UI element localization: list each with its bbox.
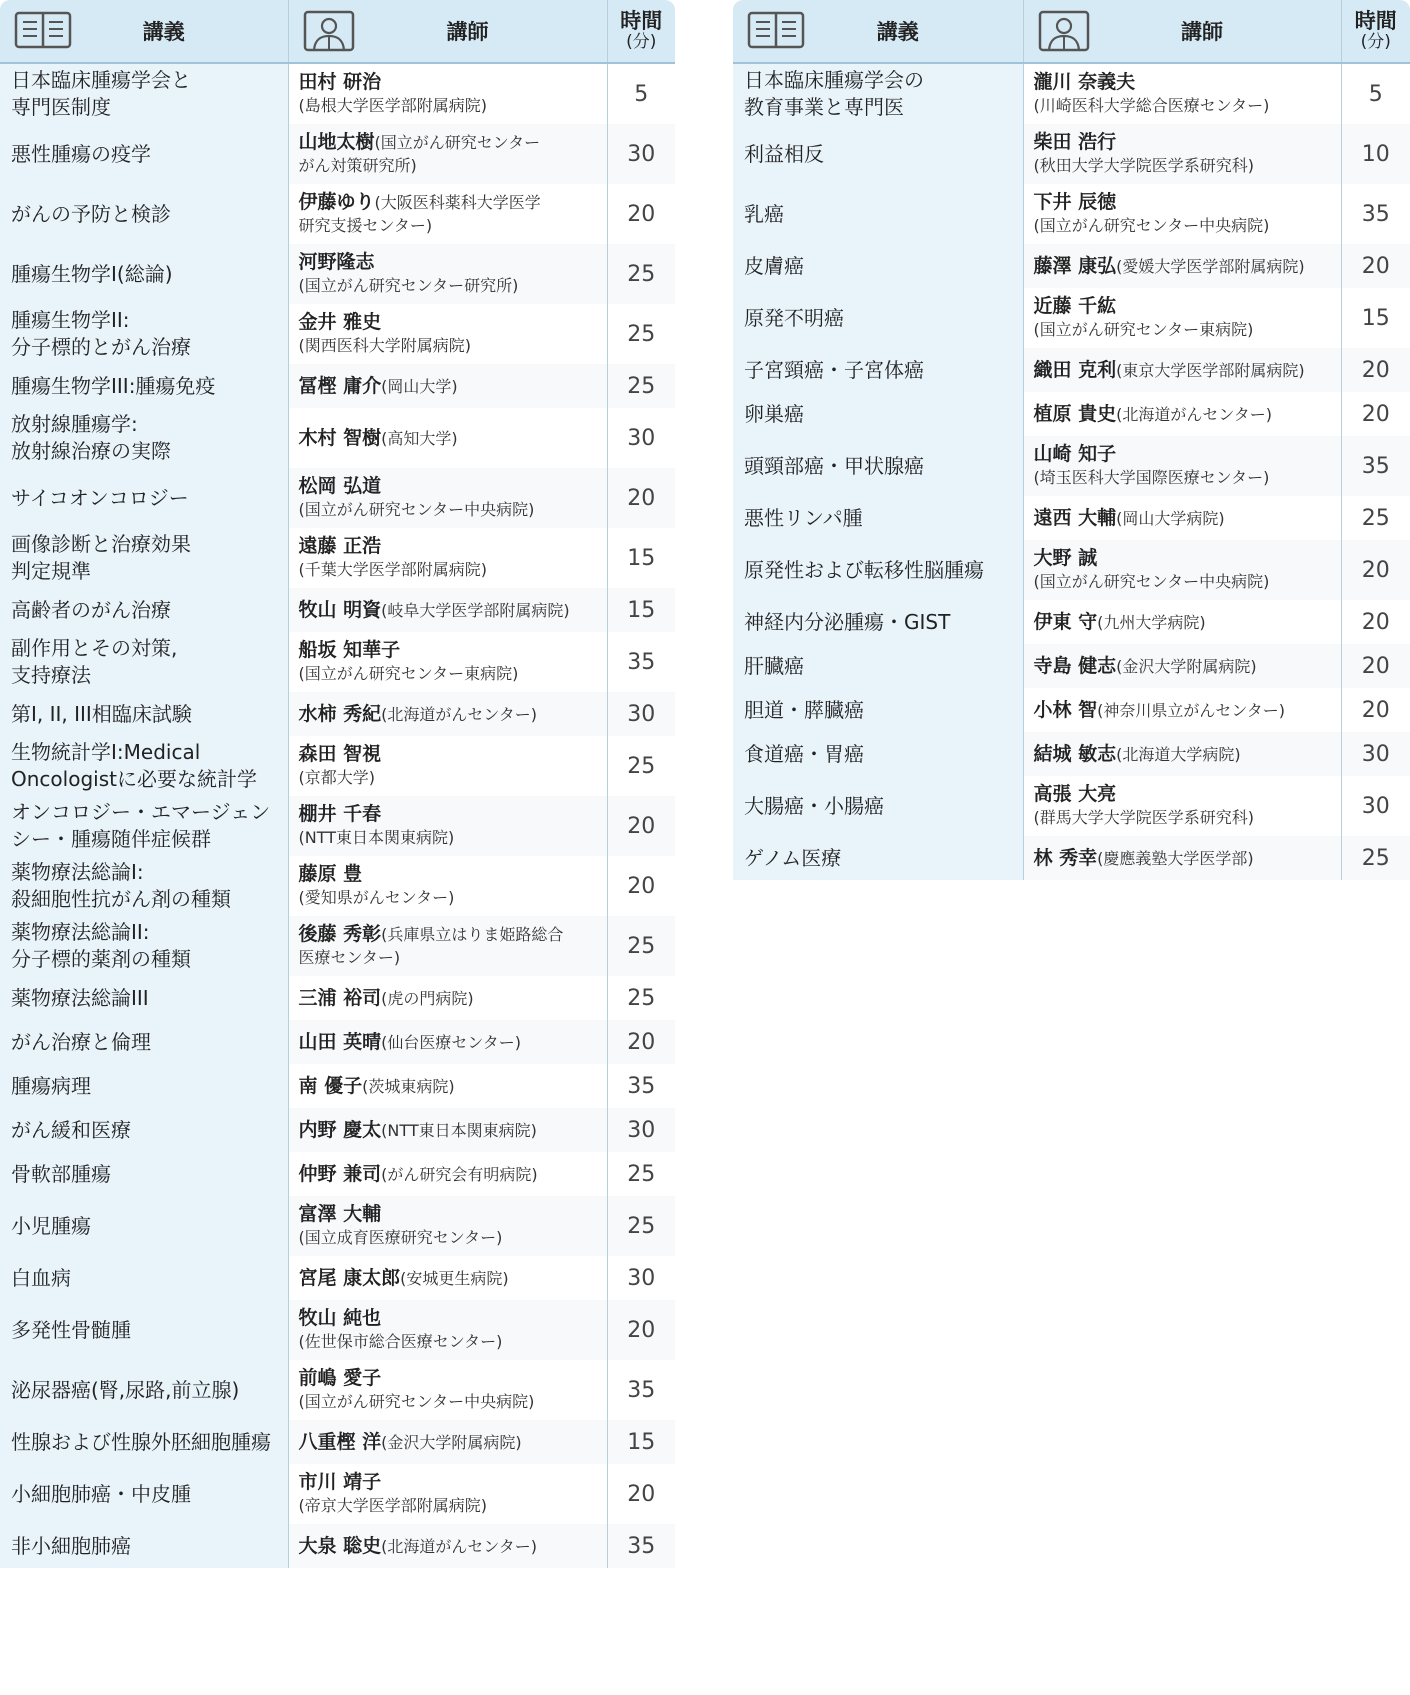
instructor-name: 松岡 弘道 xyxy=(298,475,382,497)
table-row xyxy=(733,496,1410,540)
duration-minutes: 30 xyxy=(607,408,675,468)
lecture-title: 原発性および転移性脳腫瘍 xyxy=(733,540,1023,600)
person-icon xyxy=(1038,10,1090,57)
instructor-name: 藤澤 康弘 xyxy=(1033,254,1117,277)
instructor-header xyxy=(288,0,607,63)
instructor-name: 山崎 知子 xyxy=(1033,443,1117,465)
instructor-cell xyxy=(1023,836,1341,880)
duration-minutes: 25 xyxy=(607,736,675,796)
instructor-affiliation: (群馬大学大学院医学系研究科) xyxy=(1033,808,1254,827)
table-row xyxy=(0,916,675,976)
duration-minutes: 20 xyxy=(607,468,675,528)
instructor-cell xyxy=(288,408,607,468)
instructor-name: 下井 辰徳 xyxy=(1033,191,1117,213)
lecture-title: 大腸癌・小腸癌 xyxy=(733,776,1023,836)
duration-minutes: 20 xyxy=(607,1020,675,1064)
time-unit-label: (分) xyxy=(1360,32,1391,53)
lecture-title: 肝臓癌 xyxy=(733,644,1023,688)
instructor-name: 伊東 守 xyxy=(1033,610,1098,633)
table-row xyxy=(0,632,675,692)
lecture-title: がん治療と倫理 xyxy=(0,1020,288,1064)
table-row xyxy=(0,736,675,796)
instructor-name: 八重樫 洋 xyxy=(298,1430,382,1453)
table-row xyxy=(0,124,675,184)
instructor-name: 近藤 千紘 xyxy=(1033,295,1117,317)
lecture-title: 食道癌・胃癌 xyxy=(733,732,1023,776)
instructor-name: 船坂 知華子 xyxy=(298,639,401,661)
duration-minutes: 15 xyxy=(607,1420,675,1464)
table-row xyxy=(733,836,1410,880)
lecture-title: 腫瘍生物学II: 分子標的とがん治療 xyxy=(0,304,288,364)
instructor-name: 富澤 大輔 xyxy=(298,1203,382,1225)
instructor-name: 金井 雅史 xyxy=(298,311,382,333)
instructor-cell xyxy=(288,63,607,124)
lecture-title: 骨軟部腫瘍 xyxy=(0,1152,288,1196)
instructor-affiliation: (国立がん研究センター東病院) xyxy=(1033,320,1254,339)
duration-minutes: 10 xyxy=(1341,124,1410,184)
instructor-affiliation: (埼玉医科大学国際医療センター) xyxy=(1033,468,1270,487)
instructor-cell xyxy=(288,304,607,364)
instructor-affiliation: (国立成育医療研究センター) xyxy=(298,1228,503,1247)
instructor-cell xyxy=(288,796,607,856)
instructor-cell xyxy=(288,976,607,1020)
table-row xyxy=(0,63,675,124)
duration-minutes: 30 xyxy=(607,124,675,184)
instructor-cell xyxy=(288,124,607,184)
instructor-affiliation: (北海道がんセンター) xyxy=(381,704,537,724)
instructor-cell xyxy=(1023,688,1341,732)
table-row xyxy=(733,244,1410,288)
duration-minutes: 20 xyxy=(1341,644,1410,688)
duration-minutes: 25 xyxy=(607,244,675,304)
instructor-name: 田村 研治 xyxy=(298,71,382,93)
table-row xyxy=(733,124,1410,184)
lecture-title: 第I, II, III相臨床試験 xyxy=(0,692,288,736)
instructor-name: 山田 英晴 xyxy=(298,1030,382,1053)
table-row xyxy=(0,1300,675,1360)
duration-minutes: 25 xyxy=(607,976,675,1020)
instructor-cell xyxy=(288,1064,607,1108)
instructor-cell xyxy=(1023,540,1341,600)
duration-minutes: 20 xyxy=(1341,540,1410,600)
time-header xyxy=(1341,0,1410,63)
instructor-affiliation: (北海道がんセンター) xyxy=(1116,404,1272,424)
instructor-name: 牧山 明資 xyxy=(298,598,382,621)
instructor-affiliation: (岐阜大学医学部附属病院) xyxy=(381,600,570,620)
instructor-affiliation: (東京大学医学部附属病院) xyxy=(1116,360,1305,380)
instructor-cell xyxy=(1023,600,1341,644)
instructor-name: 南 優子 xyxy=(298,1074,363,1097)
instructor-affiliation: (虎の門病院) xyxy=(381,988,474,1008)
instructor-cell xyxy=(1023,184,1341,244)
duration-minutes: 30 xyxy=(607,692,675,736)
time-header-label: 時間 xyxy=(620,9,663,34)
lecture-title: 生物統計学I:Medical Oncologistに必要な統計学 xyxy=(0,736,288,796)
instructor-name: 瀧川 奈義夫 xyxy=(1033,71,1136,93)
instructor-cell xyxy=(288,528,607,588)
duration-minutes: 20 xyxy=(1341,392,1410,436)
instructor-affiliation: (国立がん研究センター中央病院) xyxy=(1033,572,1270,591)
time-header xyxy=(607,0,675,63)
table-row xyxy=(733,184,1410,244)
instructor-name: 森田 智視 xyxy=(298,743,382,765)
table-row xyxy=(0,1420,675,1464)
book-icon xyxy=(14,10,72,55)
lecture-title: 子宮頸癌・子宮体癌 xyxy=(733,348,1023,392)
duration-minutes: 35 xyxy=(607,1064,675,1108)
duration-minutes: 20 xyxy=(607,1464,675,1524)
lecture-header xyxy=(0,0,288,63)
instructor-cell xyxy=(288,856,607,916)
instructor-affiliation: (金沢大学附属病院) xyxy=(381,1432,522,1452)
instructor-name: 織田 克利 xyxy=(1033,358,1117,381)
lecture-title: 非小細胞肺癌 xyxy=(0,1524,288,1568)
time-header-label: 時間 xyxy=(1354,9,1397,34)
lecture-title: 多発性骨髄腫 xyxy=(0,1300,288,1360)
table-row xyxy=(0,1064,675,1108)
instructor-cell xyxy=(288,632,607,692)
instructor-cell xyxy=(288,1420,607,1464)
duration-minutes: 35 xyxy=(1341,436,1410,496)
instructor-name: 山地太樹 xyxy=(298,131,375,153)
duration-minutes: 15 xyxy=(607,588,675,632)
lecture-title: 悪性腫瘍の疫学 xyxy=(0,124,288,184)
lecture-title: 日本臨床腫瘍学会と 専門医制度 xyxy=(0,63,288,124)
instructor-affiliation: (兵庫県立はりま姫路総合 医療センター) xyxy=(298,925,564,967)
instructor-cell xyxy=(1023,288,1341,348)
table-row xyxy=(0,588,675,632)
instructor-name: 河野隆志 xyxy=(298,251,375,273)
lecture-title: 頭頸部癌・甲状腺癌 xyxy=(733,436,1023,496)
lecture-title: 利益相反 xyxy=(733,124,1023,184)
instructor-cell xyxy=(1023,776,1341,836)
instructor-affiliation: (金沢大学附属病院) xyxy=(1116,656,1257,676)
table-row xyxy=(733,540,1410,600)
instructor-affiliation: (神奈川県立がんセンター) xyxy=(1097,700,1285,720)
lecture-table-left xyxy=(0,0,675,1568)
duration-minutes: 25 xyxy=(607,304,675,364)
instructor-cell xyxy=(1023,732,1341,776)
instructor-affiliation: (北海道大学病院) xyxy=(1116,744,1241,764)
duration-minutes: 20 xyxy=(607,1300,675,1360)
table-row xyxy=(733,732,1410,776)
instructor-name: 後藤 秀彰 xyxy=(298,923,382,945)
instructor-affiliation: (帝京大学医学部附属病院) xyxy=(298,1496,487,1515)
instructor-name: 内野 慶太 xyxy=(298,1118,382,1141)
instructor-affiliation: (国立がん研究センター がん対策研究所) xyxy=(298,133,541,175)
duration-minutes: 20 xyxy=(1341,688,1410,732)
duration-minutes: 35 xyxy=(1341,184,1410,244)
instructor-affiliation: (北海道がんセンター) xyxy=(381,1536,537,1556)
instructor-affiliation: (国立がん研究センター中央病院) xyxy=(298,500,535,519)
lecture-title: 白血病 xyxy=(0,1256,288,1300)
instructor-affiliation: (秋田大学大学院医学系研究科) xyxy=(1033,156,1254,175)
instructor-affiliation: (愛知県がんセンター) xyxy=(298,888,455,907)
instructor-affiliation: (茨城東病院) xyxy=(362,1076,455,1096)
instructor-affiliation: (NTT東日本関東病院) xyxy=(298,828,455,847)
instructor-affiliation: (NTT東日本関東病院) xyxy=(381,1120,537,1140)
instructor-cell xyxy=(288,1524,607,1568)
instructor-name: 冨樫 庸介 xyxy=(298,374,382,397)
table-row xyxy=(0,1464,675,1524)
instructor-affiliation: (高知大学) xyxy=(381,428,458,448)
lecture-title: 高齢者のがん治療 xyxy=(0,588,288,632)
instructor-name: 林 秀幸 xyxy=(1033,846,1098,869)
duration-minutes: 25 xyxy=(607,1196,675,1256)
instructor-name: 宮尾 康太郎 xyxy=(298,1266,401,1289)
instructor-affiliation: (京都大学) xyxy=(298,768,375,787)
instructor-affiliation: (仙台医療センター) xyxy=(381,1032,521,1052)
instructor-cell xyxy=(1023,496,1341,540)
duration-minutes: 20 xyxy=(607,856,675,916)
lecture-table-right xyxy=(733,0,1410,880)
instructor-name: 大野 誠 xyxy=(1033,547,1098,569)
instructor-cell xyxy=(288,1256,607,1300)
lecture-title: 性腺および性腺外胚細胞腫瘍 xyxy=(0,1420,288,1464)
lecture-title: 小細胞肺癌・中皮腫 xyxy=(0,1464,288,1524)
person-icon xyxy=(303,10,355,57)
instructor-affiliation: (島根大学医学部附属病院) xyxy=(298,96,487,115)
instructor-name: 木村 智樹 xyxy=(298,426,382,449)
instructor-cell xyxy=(1023,63,1341,124)
lecture-title: 腫瘍病理 xyxy=(0,1064,288,1108)
instructor-cell xyxy=(288,1020,607,1064)
instructor-cell xyxy=(288,916,607,976)
table-row xyxy=(733,644,1410,688)
table-row xyxy=(0,796,675,856)
instructor-name: 市川 靖子 xyxy=(298,1471,382,1493)
instructor-name: 棚井 千春 xyxy=(298,803,382,825)
duration-minutes: 25 xyxy=(607,364,675,408)
instructor-cell xyxy=(288,736,607,796)
duration-minutes: 20 xyxy=(1341,348,1410,392)
lecture-title: 薬物療法総論II: 分子標的薬剤の種類 xyxy=(0,916,288,976)
instructor-affiliation: (川崎医科大学総合医療センター) xyxy=(1033,96,1270,115)
lecture-title: 乳癌 xyxy=(733,184,1023,244)
instructor-header-label: 講師 xyxy=(1181,20,1223,44)
instructor-affiliation: (九州大学病院) xyxy=(1097,612,1206,632)
table-row xyxy=(0,976,675,1020)
table-row xyxy=(0,528,675,588)
instructor-name: 伊藤ゆり xyxy=(298,191,375,213)
lecture-title: 薬物療法総論I: 殺細胞性抗がん剤の種類 xyxy=(0,856,288,916)
instructor-name: 三浦 裕司 xyxy=(298,986,382,1009)
lecture-title: 原発不明癌 xyxy=(733,288,1023,348)
instructor-affiliation: (岡山大学) xyxy=(381,376,458,396)
instructor-affiliation: (国立がん研究センター中央病院) xyxy=(1033,216,1270,235)
duration-minutes: 35 xyxy=(607,632,675,692)
table-row xyxy=(0,184,675,244)
instructor-affiliation: (愛媛大学医学部附属病院) xyxy=(1116,256,1305,276)
duration-minutes: 35 xyxy=(607,1360,675,1420)
table-row xyxy=(733,776,1410,836)
table-row xyxy=(0,1020,675,1064)
instructor-affiliation: (がん研究会有明病院) xyxy=(381,1164,538,1184)
instructor-affiliation: (千葉大学医学部附属病院) xyxy=(298,560,487,579)
lecture-title: 画像診断と治療効果 判定規準 xyxy=(0,528,288,588)
instructor-name: 水柿 秀紀 xyxy=(298,702,382,725)
table-row xyxy=(0,1196,675,1256)
lecture-header xyxy=(733,0,1023,63)
instructor-cell xyxy=(1023,348,1341,392)
lecture-header-label: 講義 xyxy=(876,20,919,44)
instructor-name: 藤原 豊 xyxy=(298,863,363,885)
duration-minutes: 25 xyxy=(607,1152,675,1196)
instructor-cell xyxy=(288,588,607,632)
table-row xyxy=(733,436,1410,496)
time-unit-label: (分) xyxy=(626,32,657,53)
instructor-affiliation: (国立がん研究センター研究所) xyxy=(298,276,519,295)
table-row xyxy=(0,1256,675,1300)
lecture-title: 小児腫瘍 xyxy=(0,1196,288,1256)
duration-minutes: 30 xyxy=(1341,776,1410,836)
table-row xyxy=(0,364,675,408)
table-row xyxy=(733,288,1410,348)
duration-minutes: 30 xyxy=(1341,732,1410,776)
table-row xyxy=(0,692,675,736)
lecture-title: 副作用とその対策, 支持療法 xyxy=(0,632,288,692)
duration-minutes: 25 xyxy=(1341,836,1410,880)
instructor-affiliation: (安城更生病院) xyxy=(400,1268,509,1288)
table-row xyxy=(733,688,1410,732)
table-row xyxy=(733,348,1410,392)
table-row xyxy=(0,1360,675,1420)
lecture-title: 胆道・膵臓癌 xyxy=(733,688,1023,732)
instructor-cell xyxy=(1023,644,1341,688)
lecture-title: ゲノム医療 xyxy=(733,836,1023,880)
instructor-cell xyxy=(288,1464,607,1524)
lecture-title: 神経内分泌腫瘍・GIST xyxy=(733,600,1023,644)
duration-minutes: 15 xyxy=(1341,288,1410,348)
instructor-cell xyxy=(288,244,607,304)
duration-minutes: 5 xyxy=(607,63,675,124)
lecture-title: 腫瘍生物学I(総論) xyxy=(0,244,288,304)
instructor-cell xyxy=(288,184,607,244)
duration-minutes: 20 xyxy=(607,796,675,856)
lecture-title: サイコオンコロジー xyxy=(0,468,288,528)
lecture-title: がんの予防と検診 xyxy=(0,184,288,244)
table-row xyxy=(0,304,675,364)
instructor-affiliation: (佐世保市総合医療センター) xyxy=(298,1332,503,1351)
instructor-affiliation: (岡山大学病院) xyxy=(1116,508,1225,528)
lecture-title: 卵巣癌 xyxy=(733,392,1023,436)
instructor-name: 柴田 浩行 xyxy=(1033,131,1117,153)
table-row xyxy=(733,63,1410,124)
instructor-name: 仲野 兼司 xyxy=(298,1162,382,1185)
instructor-name: 結城 敏志 xyxy=(1033,742,1117,765)
instructor-name: 前嶋 愛子 xyxy=(298,1367,382,1389)
table-row xyxy=(0,856,675,916)
instructor-name: 遠西 大輔 xyxy=(1033,506,1117,529)
lecture-title: 悪性リンパ腫 xyxy=(733,496,1023,540)
lecture-title: がん緩和医療 xyxy=(0,1108,288,1152)
table-row xyxy=(733,600,1410,644)
instructor-cell xyxy=(288,1152,607,1196)
duration-minutes: 20 xyxy=(1341,600,1410,644)
instructor-name: 遠藤 正浩 xyxy=(298,535,382,557)
instructor-name: 寺島 健志 xyxy=(1033,654,1117,677)
duration-minutes: 20 xyxy=(607,184,675,244)
instructor-affiliation: (国立がん研究センター中央病院) xyxy=(298,1392,535,1411)
duration-minutes: 30 xyxy=(607,1256,675,1300)
table-row xyxy=(733,392,1410,436)
lecture-title: オンコロジー・エマージェン シー・腫瘍随伴症候群 xyxy=(0,796,288,856)
instructor-affiliation: (慶應義塾大学医学部) xyxy=(1097,848,1254,868)
instructor-header-label: 講師 xyxy=(446,20,489,44)
instructor-cell xyxy=(288,1108,607,1152)
instructor-cell xyxy=(1023,244,1341,288)
instructor-header xyxy=(1023,0,1341,63)
duration-minutes: 35 xyxy=(607,1524,675,1568)
table-row xyxy=(0,1152,675,1196)
instructor-cell xyxy=(288,692,607,736)
table-row xyxy=(0,244,675,304)
instructor-name: 高張 大亮 xyxy=(1033,783,1117,805)
instructor-affiliation: (国立がん研究センター東病院) xyxy=(298,664,519,683)
duration-minutes: 25 xyxy=(607,916,675,976)
instructor-name: 牧山 純也 xyxy=(298,1307,382,1329)
lecture-title: 腫瘍生物学III:腫瘍免疫 xyxy=(0,364,288,408)
instructor-cell xyxy=(1023,392,1341,436)
table-row xyxy=(0,1524,675,1568)
lecture-title: 放射線腫瘍学: 放射線治療の実際 xyxy=(0,408,288,468)
instructor-cell xyxy=(288,364,607,408)
lecture-title: 薬物療法総論III xyxy=(0,976,288,1020)
table-row xyxy=(0,468,675,528)
duration-minutes: 30 xyxy=(607,1108,675,1152)
duration-minutes: 25 xyxy=(1341,496,1410,540)
lecture-title: 日本臨床腫瘍学会の 教育事業と専門医 xyxy=(733,63,1023,124)
duration-minutes: 5 xyxy=(1341,63,1410,124)
instructor-cell xyxy=(288,1300,607,1360)
lecture-title: 皮膚癌 xyxy=(733,244,1023,288)
instructor-name: 植原 貴史 xyxy=(1033,402,1117,425)
instructor-affiliation: (関西医科大学附属病院) xyxy=(298,336,471,355)
instructor-cell xyxy=(288,1360,607,1420)
lecture-header-label: 講義 xyxy=(142,20,185,44)
table-row xyxy=(0,408,675,468)
instructor-affiliation: (大阪医科薬科大学医学 研究支援センター) xyxy=(298,193,541,235)
duration-minutes: 15 xyxy=(607,528,675,588)
instructor-cell xyxy=(1023,124,1341,184)
instructor-name: 大泉 聡史 xyxy=(298,1534,382,1557)
lecture-title: 泌尿器癌(腎,尿路,前立腺) xyxy=(0,1360,288,1420)
duration-minutes: 20 xyxy=(1341,244,1410,288)
book-icon xyxy=(747,10,805,55)
instructor-name: 小林 智 xyxy=(1033,698,1098,721)
instructor-cell xyxy=(288,468,607,528)
instructor-cell xyxy=(1023,436,1341,496)
instructor-cell xyxy=(288,1196,607,1256)
table-row xyxy=(0,1108,675,1152)
